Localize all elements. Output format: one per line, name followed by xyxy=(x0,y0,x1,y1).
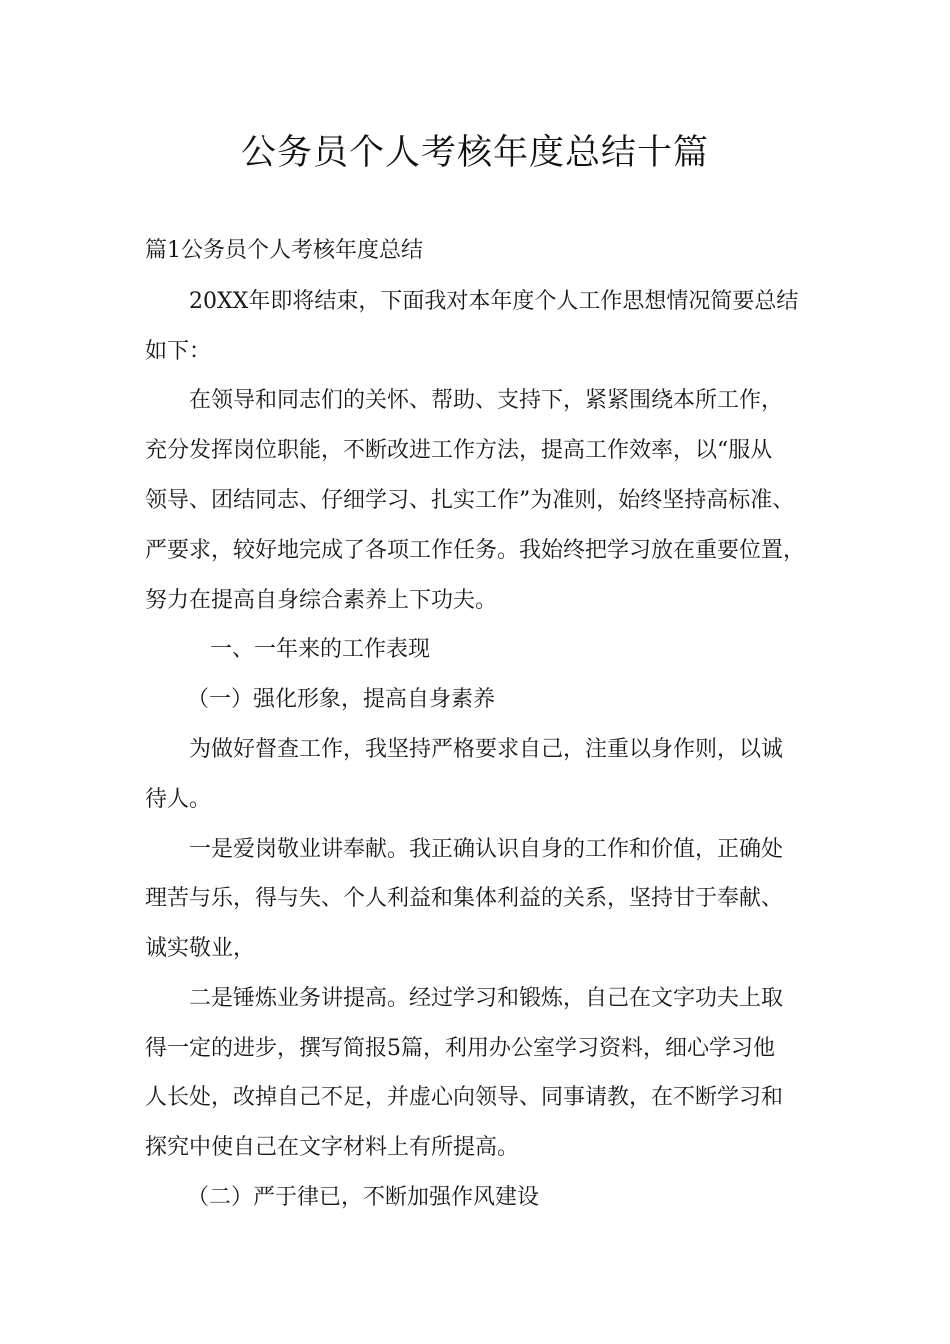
section-heading: 一、一年来的工作表现 xyxy=(210,637,431,662)
paragraph-line: 如下： xyxy=(145,339,212,364)
paragraph-line: 努力在提高自身综合素养上下功夫。 xyxy=(145,588,498,613)
paragraph-line: 待人。 xyxy=(145,787,212,812)
paragraph-line: 严要求，较好地完成了各项工作任务。我始终把学习放在重要位置， xyxy=(145,538,806,563)
paragraph-line: 诚实敬业， xyxy=(145,936,256,961)
subsection-heading: （二）严于律已，不断加强作风建设 xyxy=(187,1185,540,1210)
paragraph-line: 二是锤炼业务讲提高。经过学习和锻炼，自己在文字功夫上取 xyxy=(189,986,784,1011)
document-title: 公务员个人考核年度总结十篇 xyxy=(240,133,709,173)
paragraph-line: 一是爱岗敬业讲奉献。我正确认识自身的工作和价值，正确处 xyxy=(189,837,784,862)
subsection-heading: （一）强化形象，提高自身素养 xyxy=(187,687,496,712)
paragraph-line: 探究中使自己在文字材料上有所提高。 xyxy=(145,1135,520,1160)
paragraph-line: 理苦与乐，得与失、个人利益和集体利益的关系，坚持甘于奉献、 xyxy=(145,886,784,911)
paragraph-line: 为做好督查工作，我坚持严格要求自己，注重以身作则，以诚 xyxy=(189,737,784,762)
paragraph-line: 领导、团结同志、仔细学习、扎实工作”为准则，始终坚持高标准、 xyxy=(145,488,795,513)
paragraph-line: 20XX年即将结束，下面我对本年度个人工作思想情况简要总结 xyxy=(189,289,799,314)
paragraph-line: 人长处，改掉自己不足，并虚心向领导、同事请教，在不断学习和 xyxy=(145,1085,784,1110)
paragraph-line: 充分发挥岗位职能，不断改进工作方法，提高工作效率，以“服从 xyxy=(145,438,773,463)
paragraph-line: 得一定的进步，撰写简报5篇，利用办公室学习资料，细心学习他 xyxy=(145,1036,775,1061)
section-heading: 篇1公务员个人考核年度总结 xyxy=(145,238,423,263)
paragraph-line: 在领导和同志们的关怀、帮助、支持下，紧紧围绕本所工作， xyxy=(189,388,784,413)
